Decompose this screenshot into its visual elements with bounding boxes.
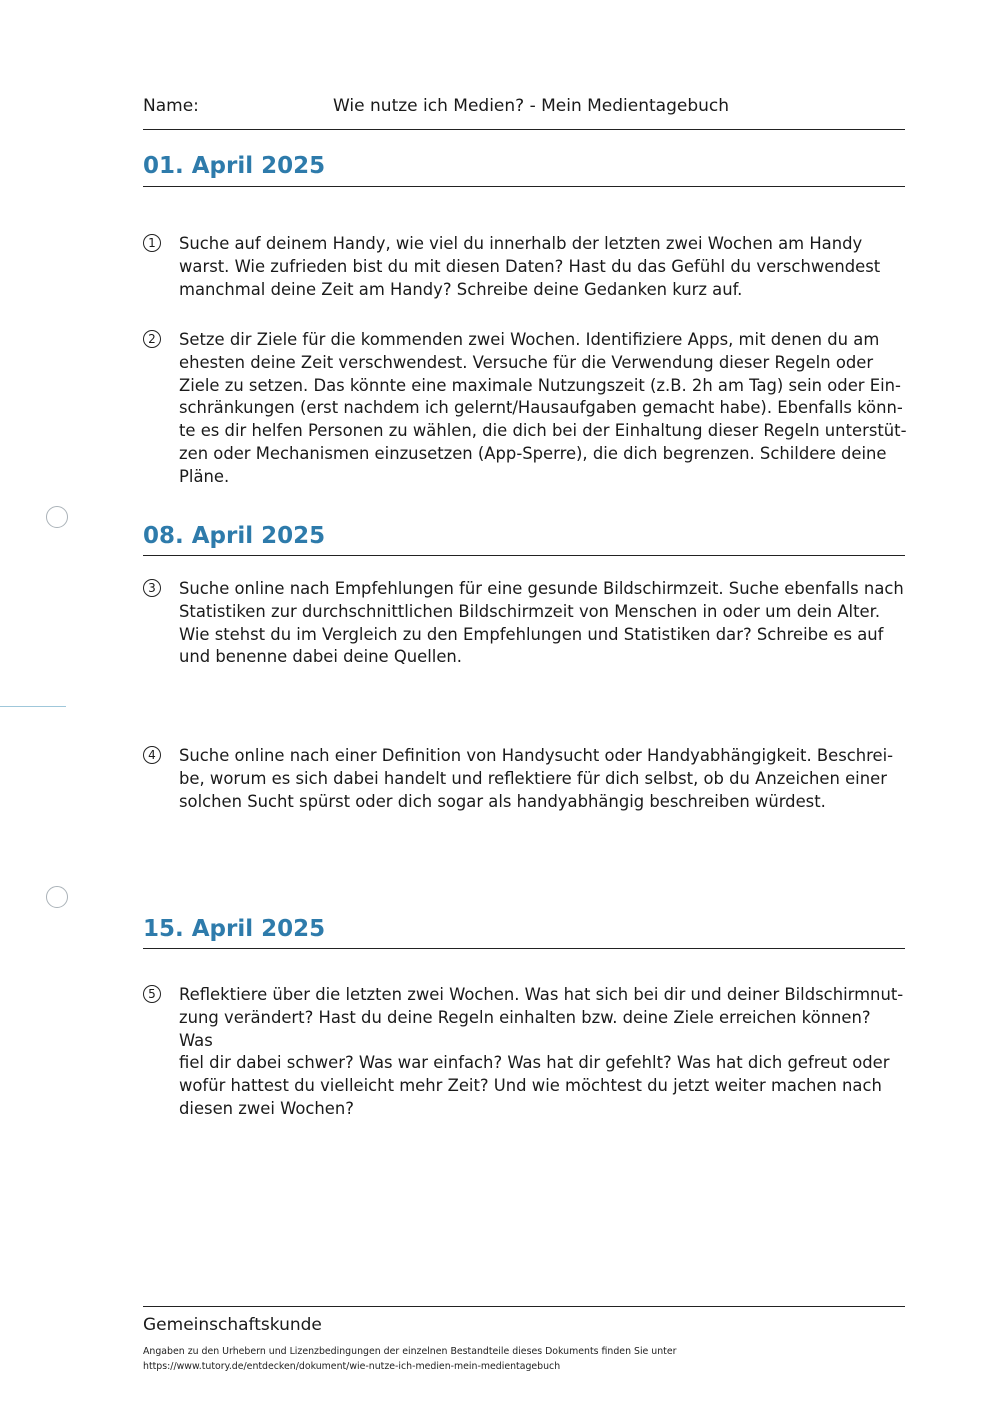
task-item xyxy=(143,745,908,813)
section-date-2: 08. April 2025 xyxy=(143,523,326,549)
task-text: Suche auf deinem Handy, wie viel du innerhalb der letzten zwei Wochen am Handy warst. Wie zufrieden bist du mit diesen Daten? Hast du das Gefühl du verschwendest manchmal deine Zeit am Handy? Schreibe deine Gedanken kurz auf. xyxy=(179,234,881,299)
task-number-badge: 2 xyxy=(143,330,161,348)
task-item xyxy=(143,329,908,489)
name-label: Name: xyxy=(143,96,199,116)
footer-license-note: Angaben zu den Urhebern und Lizenzbedingungen der einzelnen Bestandteile dieses Dokuments finden Sie unter https://www.tutory.de/entdecken/dokument/wie-nutze-ich-medien-mein-medientagebuch xyxy=(143,1346,677,1372)
task-text: Setze dir Ziele für die kommenden zwei Wochen. Identifiziere Apps, mit denen du am ehesten deine Zeit verschwendest. Versuche für die Verwendung dieser Regeln oder Ziele zu setzen. Das könnte eine maximale Nutzungszeit (z.B. 2h am Tag) sein oder Ein- schränkungen (erst nachdem ich gelernt/Hausaufgaben gemacht habe). Ebenfalls könn- te es dir helfen Personen zu wählen, die dich bei der Einhaltung dieser Regeln unterstüt- zen oder Mechanismen einzusetzen (App-Sperre), die dich begrenzen. Schildere deine Pläne. xyxy=(179,330,907,486)
header-divider xyxy=(143,129,905,130)
task-number-badge: 3 xyxy=(143,579,161,597)
section-date-1: 01. April 2025 xyxy=(143,153,326,179)
task-item xyxy=(143,984,908,1121)
task-item xyxy=(143,578,908,669)
punch-hole-mark xyxy=(46,506,68,528)
worksheet-title: Wie nutze ich Medien? - Mein Medientagebuch xyxy=(333,96,730,116)
section-date-3: 15. April 2025 xyxy=(143,916,326,942)
punch-hole-mark xyxy=(46,886,68,908)
task-text: Suche online nach Empfehlungen für eine gesunde Bildschirmzeit. Suche ebenfalls nach Statistiken zur durchschnittlichen Bildschirmzeit von Menschen in oder um dein Alter. Wie stehst du im Vergleich zu den Empfehlungen und Statistiken dar? Schreibe es auf und benenne dabei deine Quellen. xyxy=(179,579,904,667)
footer-divider xyxy=(143,1306,905,1307)
task-text: Suche online nach einer Definition von Handysucht oder Handyabhängigkeit. Beschrei- be, worum es sich dabei handelt und reflektiere für dich selbst, ob du Anzeichen einer solchen Sucht spürst oder dich sogar als handyabhängig beschreiben würdest. xyxy=(179,746,894,811)
task-item xyxy=(143,233,908,301)
section-divider-3 xyxy=(143,948,905,949)
fold-mark xyxy=(0,706,66,707)
footer-subject: Gemeinschaftskunde xyxy=(143,1315,322,1335)
worksheet-header xyxy=(143,96,905,120)
task-number-badge: 4 xyxy=(143,746,161,764)
task-number-badge: 5 xyxy=(143,985,161,1003)
task-number-badge: 1 xyxy=(143,234,161,252)
section-divider-2 xyxy=(143,555,905,556)
section-divider-1 xyxy=(143,186,905,187)
task-text: Reflektiere über die letzten zwei Wochen. Was hat sich bei dir und deiner Bildschirmnut- zung verändert? Hast du deine Regeln einhalten bzw. deine Ziele erreichen können? Was fiel dir dabei schwer? Was war einfach? Was hat dir gefehlt? Was hat dich gefreut oder wofür hattest du vielleicht mehr Zeit? Und wie möchtest du jetzt weiter machen nach diesen zwei Wochen? xyxy=(179,985,904,1118)
